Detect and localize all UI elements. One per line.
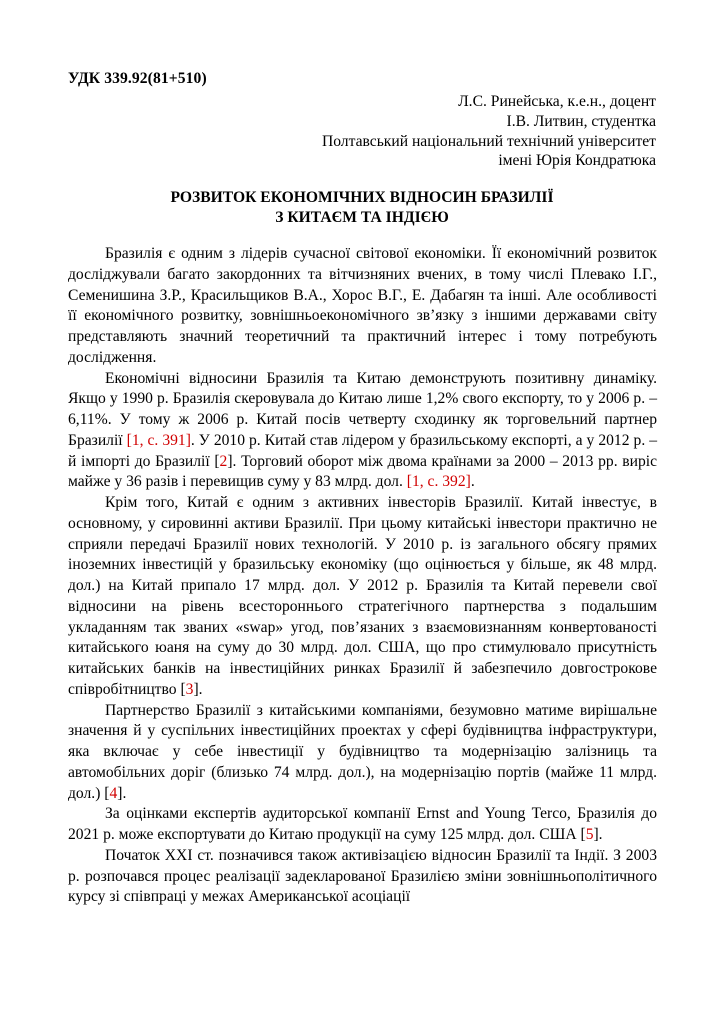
author-block	[136, 92, 656, 171]
paragraph-1: Бразилія є одним з лідерів сучасної світової економіки. Її економічний розвиток досліджували багато закордонних та вітчизняних вчених, в тому числі Плевако І.Г., Семенишина З.Р., Красильщиков В.А., Хорос В.Г., Е. Дабагян та інші. Але особливості її економічного розвитку, зовнішньоекономічного зв’язку з іншими державами світу представляють значний теоретичний та практичний інтерес і тому потребують дослідження.	[68, 245, 657, 366]
paragraph-3-text-a: Крім того, Китай є одним з активних інвесторів Бразилії. Китай інвестує, в основному, у сировинні активи Бразилії. При цьому китайські інвестори практично не сприяли передачі Бразилії нових технологій. У 2010 р. із загального обсягу прямих іноземних інвестицій у бразильську економіку (що оцінюється у більше, як 48 млрд. дол.) на Китай припало 17 млрд. дол. У 2012 р. Бразилія та Китай перевели свої відносини на рівень всестороннього стратегічного партнерства з подальшим укладанням так званих «swap» угод, пов’язаних з взаємовизнанням конвертованості китайського юаня на суму до 30 млрд. дол. США, що про стимулювало присутність китайських банків на інвестиційних ринках Бразилії й забезпечило довгострокове співробітництво [	[68, 494, 657, 698]
udk-code: УДК 339.92(81+510)	[68, 70, 207, 87]
paragraph-5	[68, 804, 657, 846]
paragraph-5-text-a: За оцінками експертів аудиторської компанії Ernst and Young Terco, Бразилія до 2021 р. може експортувати до Китаю продукції на суму 125 млрд. дол. США [	[68, 805, 657, 843]
paragraph-3-text-b: ].	[193, 680, 203, 698]
citation-link[interactable]: 3	[185, 680, 194, 698]
paragraph-6: Початок ХХІ ст. позначився також активізацією відносин Бразилії та Індії. З 2003 р. розпочався процес реалізації задекларованої Бразилією зміни зовнішньополітичного курсу зі співпраці у межах Американської асоціації	[68, 846, 657, 906]
title-line-2: З КИТАЄМ ТА ІНДІЄЮ	[275, 209, 449, 226]
paragraph-2-text-d: .	[470, 473, 475, 491]
author-2: І.В. Литвин, студентка	[506, 112, 656, 130]
paragraph-4-text-b: ].	[117, 784, 127, 802]
citation-link[interactable]: [1, с. 392]	[406, 473, 471, 491]
paragraph-4	[68, 701, 657, 805]
paragraph-2-text-c: ]. Торговий оборот між двома країнами за 2000 – 2013 рр. виріс майже у 36 разів і перевищив суму у 83 млрд. дол.	[68, 452, 657, 491]
paragraph-5-text-b: ].	[593, 826, 603, 843]
paragraph-2-text-b: . У 2010 р. Китай став лідером у бразильському експорті, а у 2012 р. – й імпорті до Бразилії [	[68, 431, 658, 470]
affiliation-name: імені Юрія Кондратюка	[498, 152, 656, 170]
paragraph-3	[68, 493, 657, 701]
paragraph-2	[68, 369, 657, 494]
citation-link[interactable]: 5	[585, 826, 594, 843]
title-line-1: РОЗВИТОК ЕКОНОМІЧНИХ ВІДНОСИН БРАЗИЛІЇ	[170, 189, 554, 206]
author-1: Л.С. Ринейська, к.е.н., доцент	[458, 93, 656, 110]
paper-body	[68, 244, 657, 908]
citation-link[interactable]: 4	[109, 784, 118, 802]
paper-title	[68, 188, 656, 228]
paragraph-4-text-a: Партнерство Бразилії з китайськими компаніями, безумовно матиме вирішальне значення й у суспільних інвестиційних проектах у сфері будівництва інфраструктури, яка включає у себе інвестиції у будівництво та модернізацію залізниць та автомобільних доріг (близько 74 млрд. дол.), на модернізацію портів (майже 11 млрд. дол.) [	[68, 701, 657, 802]
affiliation-university: Полтавський національний технічний університет	[321, 132, 656, 150]
citation-link[interactable]: 2	[219, 452, 228, 470]
citation-link[interactable]: [1, с. 391]	[126, 431, 191, 449]
paragraph-2-text-a: Економічні відносини Бразилія та Китаю демонструють позитивну динаміку. Якщо у 1990 р. Бразилія скеровувала до Китаю лише 1,2% свого експорту, то у 2006 р. – 6,11%. У тому ж 2006 р. Китай посів четверту сходинку як торговельний партнер Бразилії	[68, 369, 657, 449]
